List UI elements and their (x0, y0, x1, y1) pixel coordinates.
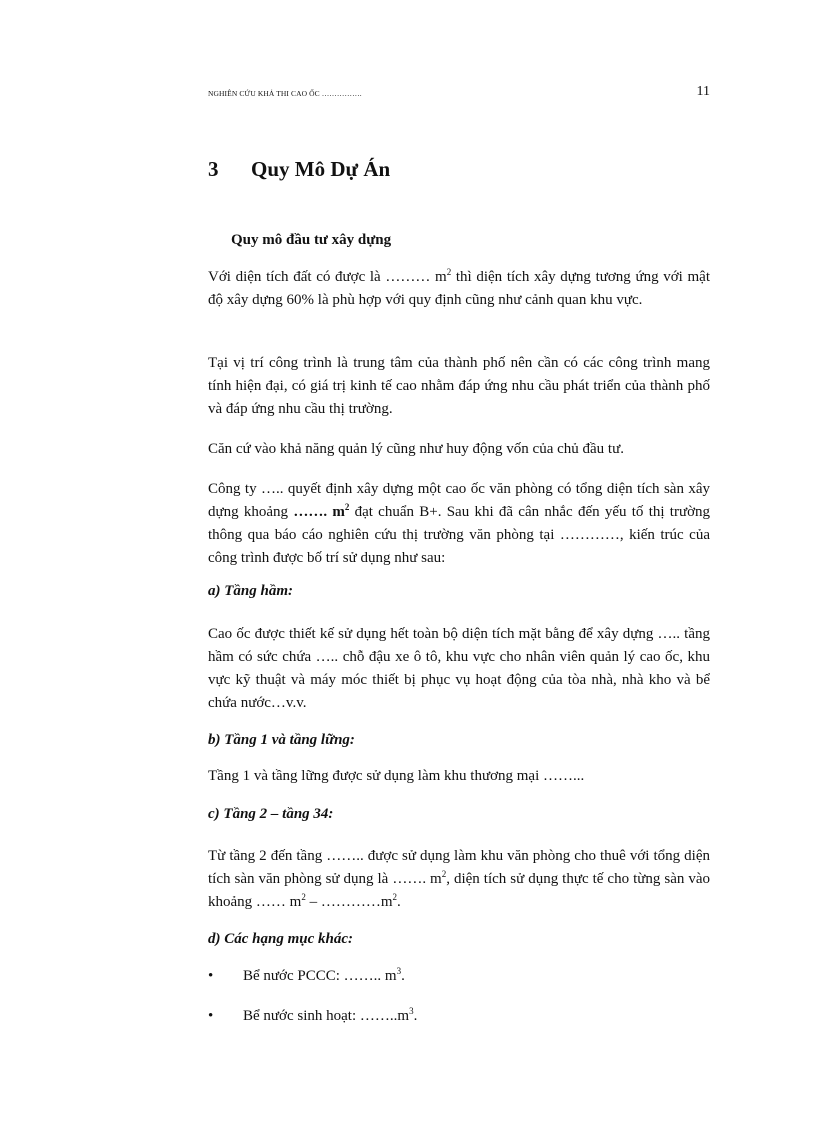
basement-heading: a) Tầng hầm: (208, 583, 294, 599)
running-title: NGHIÊN CỨU KHẢ THI CAO ỐC ……………. (208, 89, 362, 98)
bullet-icon: • (208, 968, 214, 984)
paragraph-land-area: Với diện tích đất có được là ……… $m^2$ thì diện tích xây dựng tương ứng với mật độ xây dựng 60% là phù hợp với quy định cũng như cảnh quan khu vực. (208, 267, 710, 308)
other-items-heading: d) Các hạng mục khác: (208, 931, 354, 947)
floors-2-34-text: Từ tầng 2 đến tầng …….. được sử dụng làm khu văn phòng cho thuê với tổng diện tích sàn văn phòng sử dụng là ……. $m^2$, diện tích sử dụng thực tế cho từng sàn vào khoảng …… $m^2$ – $\dots\dots\dots\dots m^2$. (208, 848, 710, 910)
page-number: 11 (696, 84, 710, 99)
page-header (208, 84, 710, 104)
chapter-number: 3 (208, 157, 219, 181)
list-item: • Bể nước sinh hoạt: $\dots\dots..m^3$. (208, 1006, 418, 1024)
bullet-icon: • (208, 1008, 214, 1024)
list-item: • Bể nước PCCC: …….. $m^3$. (208, 966, 405, 984)
paragraph-capacity: Căn cứ vào khả năng quản lý cũng như huy động vốn của chủ đầu tư. (208, 441, 624, 457)
floor1-text: Tầng 1 và tầng lững được sử dụng làm khu thương mại ……... (208, 768, 585, 784)
chapter-title: Quy Mô Dự Án (251, 157, 391, 181)
paragraph-decision: Công ty ….. quyết định xây dựng một cao ốc văn phòng có tổng diện tích sàn xây dựng khoảng ……. $m^2$ đạt chuẩn B+. Sau khi đã cân nhắc đến yếu tố thị trường thông qua báo cáo nghiên cứu thị trường văn phòng tại …………, kiến trúc của công trình được bố trí sử dụng như sau: (208, 481, 711, 566)
floors-2-34-heading: c) Tầng 2 – tầng 34: (208, 806, 334, 822)
basement-text: Cao ốc được thiết kế sử dụng hết toàn bộ diện tích mặt bằng để xây dựng ….. tầng hầm có sức chứa ….. chỗ đậu xe ô tô, khu vực cho nhân viên quản lý cao ốc, khu vực kỹ thuật và máy móc thiết bị phục vụ hoạt động của tòa nhà, nhà kho và bể chứa nước…v.v. (208, 626, 710, 711)
chapter-heading (208, 157, 390, 182)
floor1-heading: b) Tầng 1 và tầng lững: (208, 732, 355, 748)
paragraph-location: Tại vị trí công trình là trung tâm của thành phố nên cần có các công trình mang tính hiện đại, có giá trị kinh tế cao nhằm đáp ứng nhu cầu phát triển của thành phố và đáp ứng nhu cầu thị trường. (208, 355, 710, 417)
section-heading: Quy mô đầu tư xây dựng (231, 232, 392, 248)
